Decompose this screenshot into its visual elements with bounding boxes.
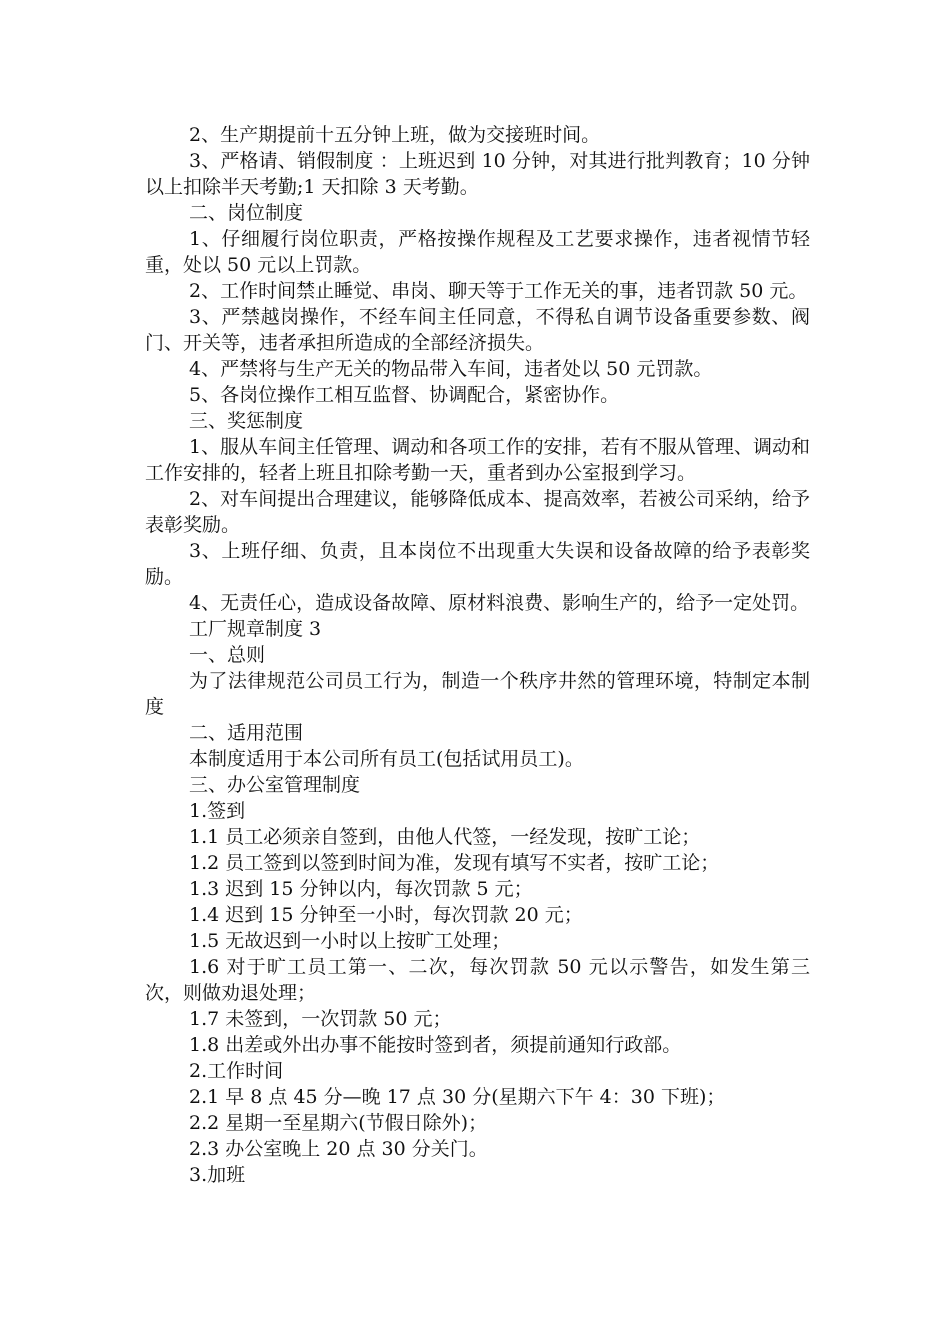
paragraph-sign-in-1-2: 1.2 员工签到以签到时间为准，发现有填写不实者，按旷工论；	[189, 852, 720, 874]
paragraph-negligence-penalty: 4、无责任心，造成设备故障、原材料浪费、影响生产的，给予一定处罚。	[189, 592, 810, 614]
paragraph-shift-handover: 2、生产期提前十五分钟上班，做为交接班时间。	[189, 124, 601, 146]
heading-general: 一、总则	[189, 644, 266, 666]
paragraph-leave-policy: 3、严格请、销假制度 ：上班迟到 10 分钟，对其进行批判教育；10 分钟以上扣除半天考勤;1 天扣除 3 天考勤。	[145, 150, 810, 198]
paragraph-no-overstep: 3、严禁越岗操作，不经车间主任同意，不得私自调节设备重要参数、阀门、开关等，违者承担所造成的全部经济损失。	[145, 306, 810, 354]
heading-scope: 二、适用范围	[189, 722, 304, 744]
paragraph-sign-in-1-4: 1.4 迟到 15 分钟至一小时，每次罚款 20 元；	[189, 904, 583, 926]
paragraph-post-duty: 1、仔细履行岗位职责，严格按操作规程及工艺要求操作，违者视情节轻重，处以 50 元以上罚款。	[145, 228, 810, 276]
heading-reward-penalty: 三、奖惩制度	[189, 410, 304, 432]
heading-work-hours: 2.工作时间	[189, 1060, 284, 1082]
heading-sign-in: 1.签到	[189, 800, 246, 822]
heading-overtime: 3.加班	[189, 1164, 246, 1186]
heading-office-rules: 三、办公室管理制度	[189, 774, 361, 796]
document-body	[145, 122, 810, 1188]
paragraph-diligence-reward: 3、上班仔细、负责，且本岗位不出现重大失误和设备故障的给予表彰奖励。	[145, 540, 810, 588]
paragraph-work-hours-2-1: 2.1 早 8 点 45 分—晚 17 点 30 分(星期六下午 4：30 下班)；	[189, 1086, 726, 1108]
paragraph-no-unrelated-items: 4、严禁将与生产无关的物品带入车间，违者处以 50 元罚款。	[189, 358, 713, 380]
paragraph-work-hours-2-2: 2.2 星期一至星期六(节假日除外)；	[189, 1112, 488, 1134]
paragraph-sign-in-1-7: 1.7 未签到，一次罚款 50 元；	[189, 1008, 452, 1030]
paragraph-cooperation: 5、各岗位操作工相互监督、协调配合，紧密协作。	[189, 384, 620, 406]
heading-post-rules: 二、岗位制度	[189, 202, 304, 224]
paragraph-sign-in-1-3: 1.3 迟到 15 分钟以内，每次罚款 5 元；	[189, 878, 533, 900]
heading-factory-rules-3: 工厂规章制度 3	[189, 618, 322, 640]
paragraph-obey-management: 1、服从车间主任管理、调动和各项工作的安排，若有不服从管理、调动和工作安排的，轻者上班且扣除考勤一天，重者到办公室报到学习。	[145, 436, 810, 484]
paragraph-sign-in-1-5: 1.5 无故迟到一小时以上按旷工处理；	[189, 930, 511, 952]
paragraph-sign-in-1-1: 1.1 员工必须亲自签到，由他人代签，一经发现，按旷工论；	[189, 826, 701, 848]
paragraph-no-sleeping: 2、工作时间禁止睡觉、串岗、聊天等于工作无关的事，违者罚款 50 元。	[189, 280, 808, 302]
paragraph-sign-in-1-8: 1.8 出差或外出办事不能按时签到者，须提前通知行政部。	[189, 1034, 682, 1056]
paragraph-work-hours-2-3: 2.3 办公室晚上 20 点 30 分关门。	[189, 1138, 488, 1160]
paragraph-scope: 本制度适用于本公司所有员工(包括试用员工)。	[189, 748, 584, 770]
paragraph-suggestions: 2、对车间提出合理建议，能够降低成本、提高效率，若被公司采纳，给予表彰奖励。	[145, 488, 810, 536]
paragraph-purpose: 为了法律规范公司员工行为，制造一个秩序井然的管理环境，特制定本制度	[145, 670, 810, 718]
paragraph-sign-in-1-6: 1.6 对于旷工员工第一、二次，每次罚款 50 元以示警告，如发生第三次，则做劝退处理；	[145, 956, 810, 1004]
